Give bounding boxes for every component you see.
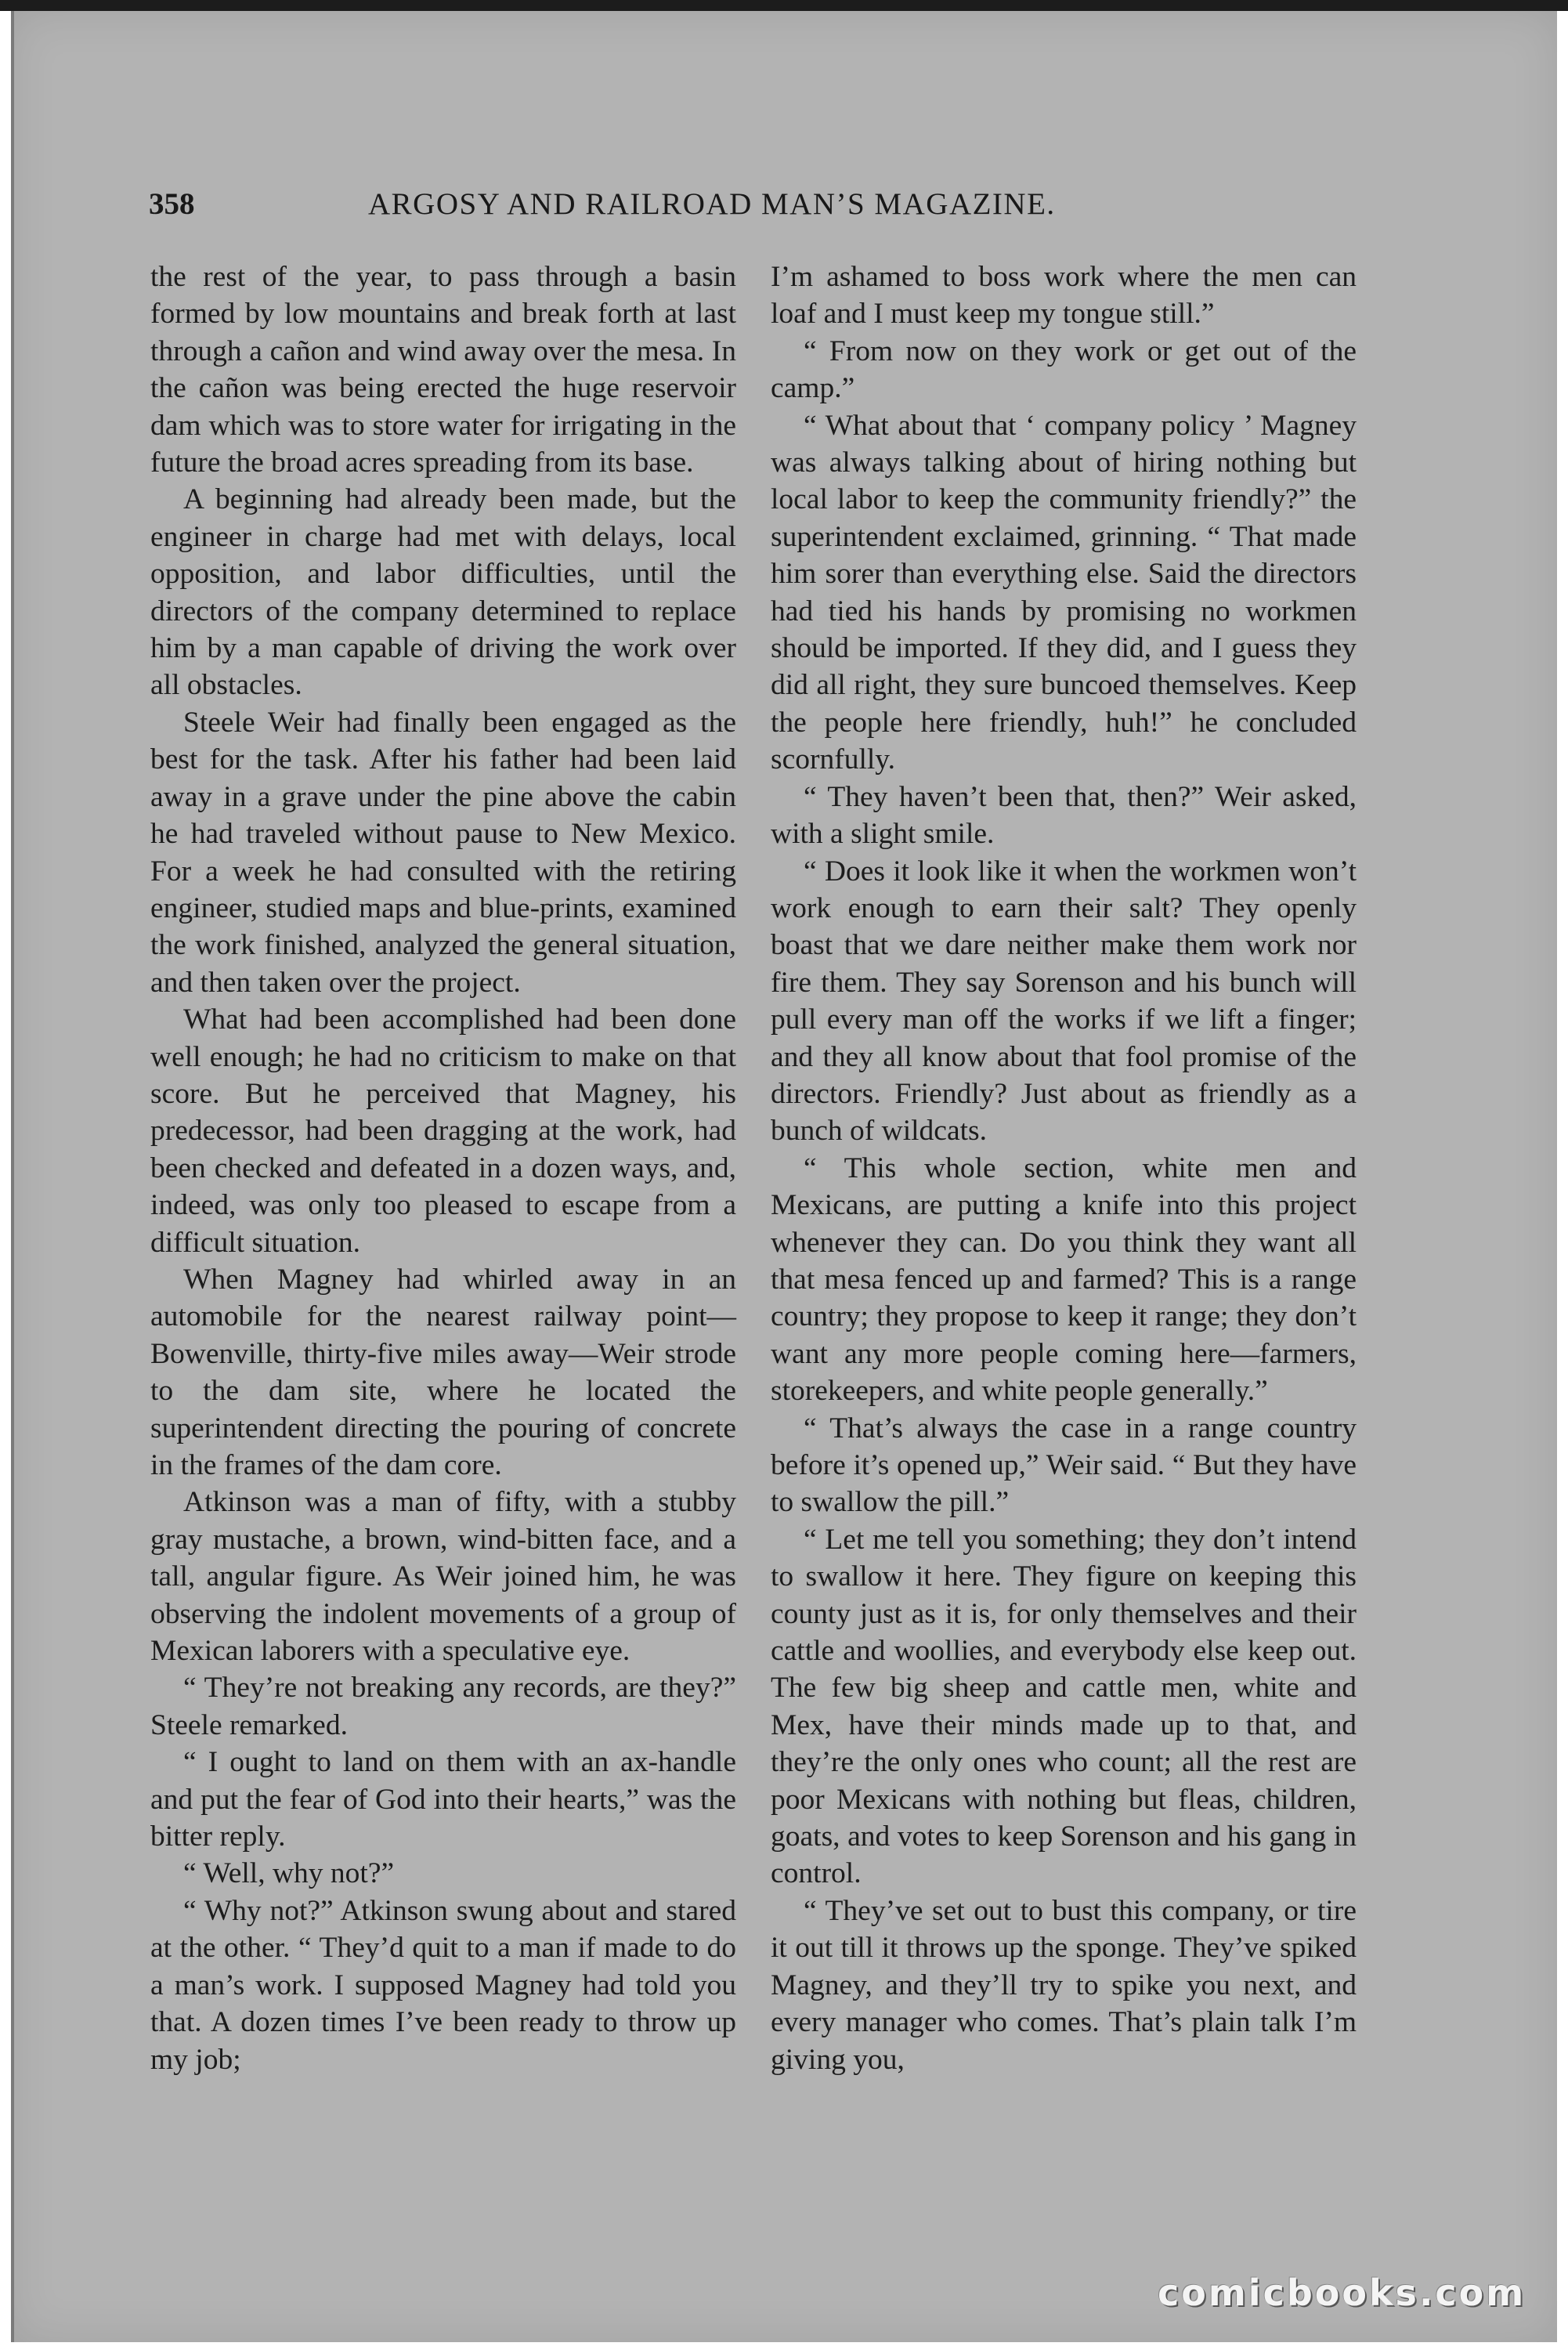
paragraph: “ I ought to land on them with an ax-handle and put the fear of God into their hearts,” was the bitter reply. (150, 1746, 736, 1853)
page-header (149, 186, 1378, 233)
watermark: comicbooks.com (1158, 2272, 1526, 2314)
paragraph: “ What about that ‘ company policy ’ Magney was always talking about of hiring nothing but local labor to keep the community friendly?” the superintendent exclaimed, grinning. “ That made him sorer than everything else. Said the directors had tied his hands by promising no workmen should be imported. If they did, and I guess they did all right, they sure buncoed themselves. Keep the people here friendly, huh!” he concluded scornfully. (771, 409, 1357, 776)
left-column (150, 258, 736, 2232)
page-left-edge (11, 11, 14, 2342)
paragraph: When Magney had whirled away in an automobile for the nearest railway point—Bowenville, thirty-five miles away—Weir strode to the dam site, where he located the superintendent directing the pouring of concrete in the frames of the dam core. (150, 1263, 736, 1481)
top-border (0, 0, 1568, 11)
paragraph: “ They haven’t been that, then?” Weir asked, with a slight smile. (771, 780, 1357, 851)
paragraph: A beginning had already been made, but the engineer in charge had met with delays, local opposition, and labor difficulties, until the directors of the company determined to replace him by a man capable of driving the work over all obstacles. (150, 483, 736, 702)
paragraph: Steele Weir had finally been engaged as the best for the task. After his father had been laid away in a grave under the pine above the cabin he had traveled without pause to New Mexico. For a week he had consulted with the retiring engineer, studied maps and blue-prints, examined the work finished, analyzed the general situation, and then taken over the project. (150, 706, 736, 999)
paragraph: “ From now on they work or get out of the camp.” (771, 334, 1357, 405)
paragraph: “ They’re not breaking any records, are they?” Steele remarked. (150, 1672, 736, 1741)
paragraph: “ Does it look like it when the workmen won’t work enough to earn their salt? They openly boast that we dare neither make them work nor fire them. They say Sorenson and his bunch will pull every man off the works if we lift a finger; and they all know about that fool promise of the directors. Friendly? Just about as friendly as a bunch of wildcats. (771, 855, 1357, 1148)
paragraph: I’m ashamed to boss work where the men can loaf and I must keep my tongue still.” (771, 261, 1357, 331)
paragraph: “ Well, why not?” (183, 1857, 395, 1890)
page-number: 358 (149, 187, 195, 221)
paragraph: “ This whole section, white men and Mexicans, are putting a knife into this project whenever they can. Do you think they want all that mesa fenced up and farmed? This is a range country; they propose to keep it range; they don’t want any more people coming here—farmers, storekeepers, and white people generally.” (771, 1152, 1357, 1408)
running-title: ARGOSY AND RAILROAD MAN’S MAGAZINE. (368, 187, 1056, 221)
paragraph: Atkinson was a man of fifty, with a stubby gray mustache, a brown, wind-bitten face, and a tall, angular figure. As Weir joined him, he was observing the indolent movements of a group of Mexican laborers with a speculative eye. (150, 1486, 736, 1668)
paragraph: “ That’s always the case in a range country before it’s opened up,” Weir said. “ But they have to swallow the pill.” (771, 1412, 1357, 1519)
paragraph: What had been accomplished had been done well enough; he had no criticism to make on that score. But he perceived that Magney, his predecessor, had been dragging at the work, had been checked and defeated in a dozen ways, and, indeed, was only too pleased to escape from a difficult situation. (150, 1003, 736, 1259)
right-column (771, 258, 1357, 2232)
paragraph: “ Let me tell you something; they don’t intend to swallow it here. They figure on keeping this county just as it is, for only themselves and their cattle and woollies, and everybody else keep out. The few big sheep and cattle men, white and Mex, have their minds made up to that, and they’re the only ones who count; all the rest are poor Mexicans with nothing but fleas, children, goats, and votes to keep Sorenson and his gang in control. (771, 1523, 1357, 1890)
paragraph: “ They’ve set out to bust this company, or tire it out till it throws up the sponge. They’ve spiked Magney, and they’ll try to spike you next, and every manager who comes. That’s plain talk I’m giving you, (771, 1894, 1357, 2076)
paragraph: the rest of the year, to pass through a basin formed by low mountains and break forth at last through a cañon and wind away over the mesa. In the cañon was being erected the huge reservoir dam which was to store water for irrigating in the future the broad acres spreading from its base. (150, 261, 736, 479)
paragraph: “ Why not?” Atkinson swung about and stared at the other. “ They’d quit to a man if made to do a man’s work. I supposed Magney had told you that. A dozen times I’ve been ready to throw up my job; (150, 1894, 736, 2076)
